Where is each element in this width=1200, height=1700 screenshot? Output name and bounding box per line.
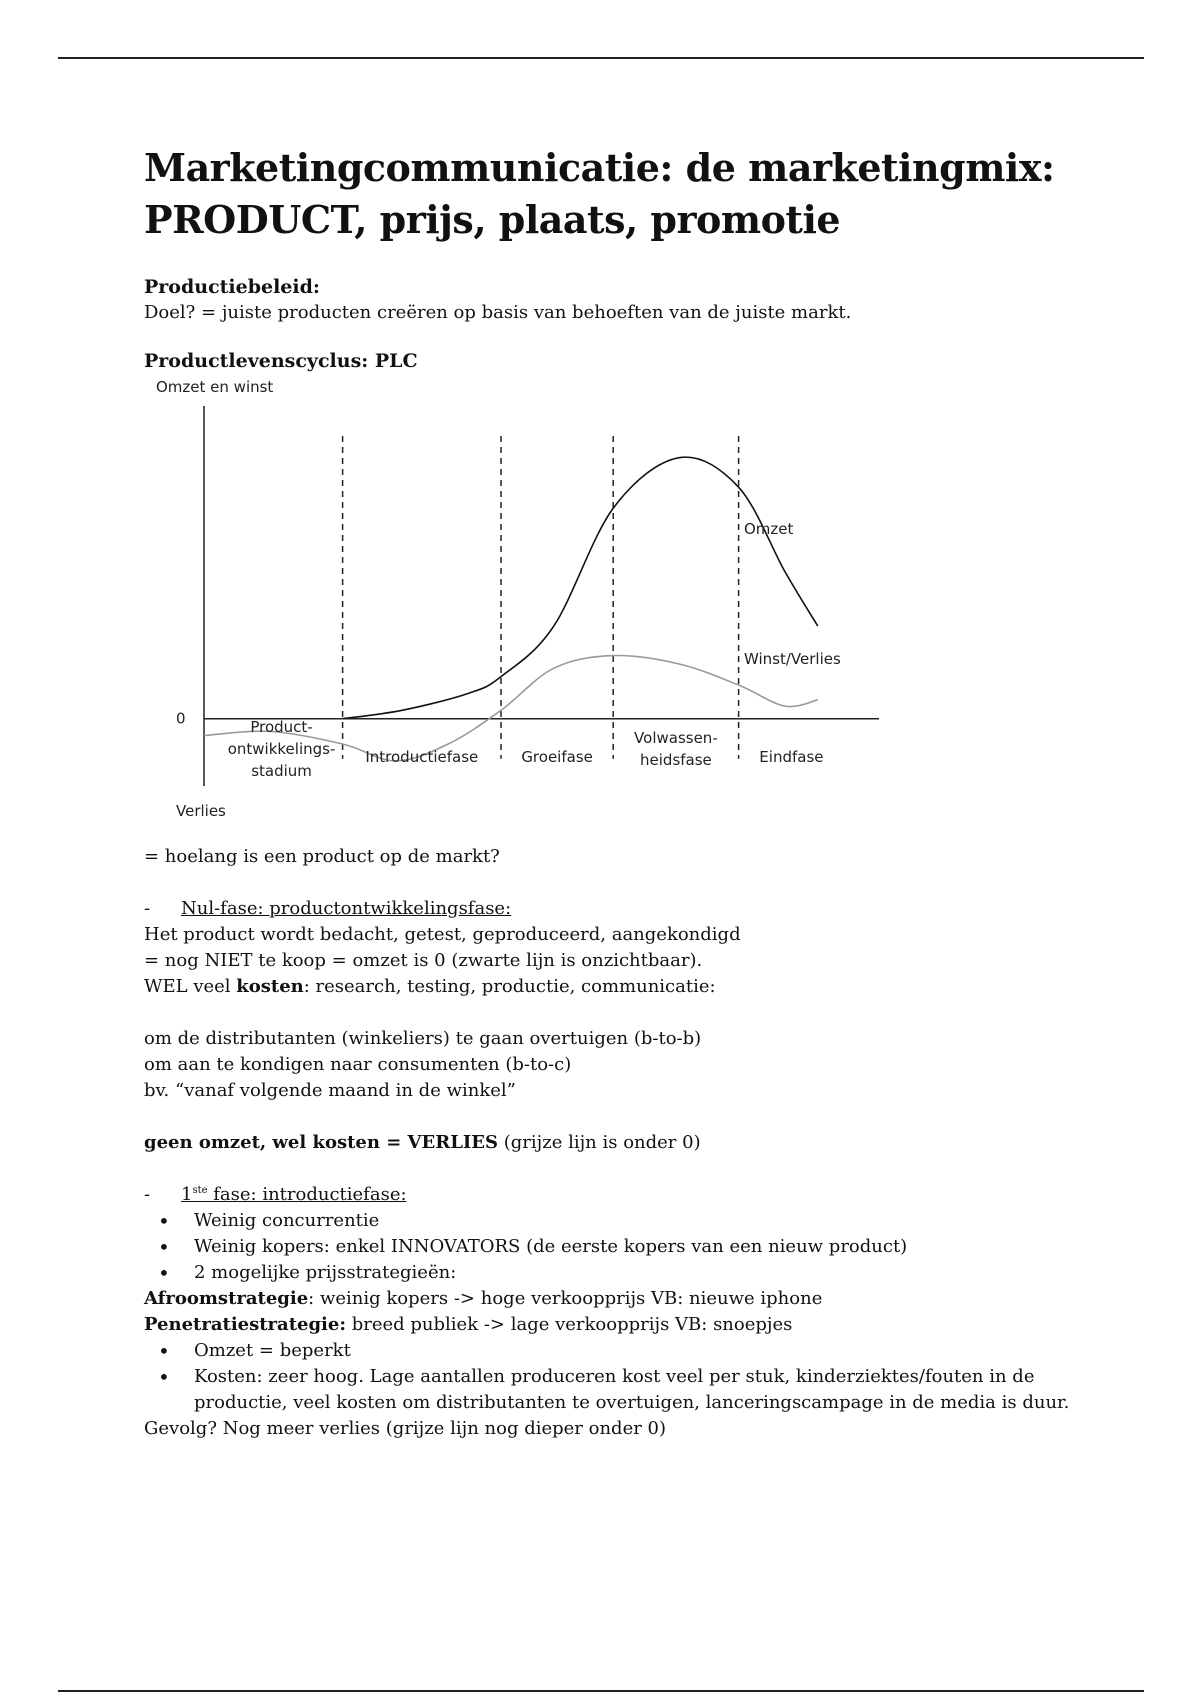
fase1-heading-rest: fase: introductiefase:: [207, 1184, 407, 1205]
penetratiestrategie-text: breed publiek -> lage verkoopprijs VB: snoepjes: [346, 1314, 793, 1335]
nulfase-conclusion: [144, 1130, 1094, 1156]
nulfase-conclusion-rest: (grijze lijn is onder 0): [498, 1132, 701, 1153]
hoelang-line: = hoelang is een product op de markt?: [144, 846, 500, 867]
nulfase-heading-row: [144, 896, 1094, 922]
y-axis-label-bottom: Verlies: [176, 802, 226, 820]
list-item: • Weinig concurrentie: [144, 1208, 1094, 1234]
nulfase-line-2: = nog NIET te koop = omzet is 0 (zwarte lijn is onzichtbaar).: [144, 950, 703, 971]
phase-label: Introductiefase: [365, 748, 479, 766]
list-item: • Weinig kopers: enkel INNOVATORS (de eerste kopers van een nieuw product): [144, 1234, 1094, 1260]
fase1-bullets-a: [144, 1208, 1094, 1286]
fase1-bullets-b: [144, 1338, 1094, 1416]
top-rule: [58, 57, 1144, 59]
afroomstrategie-line: [144, 1286, 1094, 1312]
list-item: • 2 mogelijke prijsstrategieën:: [144, 1260, 1094, 1286]
series-label-winst-verlies: Winst/Verlies: [744, 650, 841, 668]
title-line-1: Marketingcommunicatie: de marketingmix:: [144, 145, 1055, 190]
list-item: • Omzet = beperkt: [144, 1338, 1094, 1364]
bottom-rule: [58, 1690, 1144, 1692]
nulfase-line-3-pre: WEL veel: [144, 976, 237, 997]
nulfase-heading: Nul-fase: productontwikkelingsfase:: [181, 898, 512, 919]
phase-label: Product-: [250, 718, 313, 736]
nulfase-line-1: Het product wordt bedacht, getest, geproduceerd, aangekondigd: [144, 924, 741, 945]
nulfase-line-4: om de distributanten (winkeliers) te gaan overtuigen (b-to-b): [144, 1028, 702, 1049]
nulfase-line-3: [144, 974, 1094, 1000]
series-label-omzet: Omzet: [744, 520, 794, 538]
plc-chart: [134, 374, 914, 844]
gevolg-line: Gevolg? Nog meer verlies (grijze lijn nog dieper onder 0): [144, 1418, 667, 1439]
phase-label: Eindfase: [759, 748, 824, 766]
phase-label: Volwassen-: [634, 729, 718, 747]
plc-chart-svg: [134, 374, 914, 844]
nulfase-line-5: om aan te kondigen naar consumenten (b-to-c): [144, 1054, 572, 1075]
nulfase-line-6: bv. “vanaf volgende maand in de winkel”: [144, 1080, 516, 1101]
y-axis-label-top: Omzet en winst: [156, 378, 274, 396]
y-tick-zero: 0: [176, 709, 186, 728]
afroomstrategie-label: Afroomstrategie: [144, 1288, 309, 1309]
nulfase-conclusion-bold: geen omzet, wel kosten = VERLIES: [144, 1132, 498, 1153]
fase1-heading-sup: ste: [192, 1185, 208, 1196]
penetratiestrategie-line: [144, 1312, 1094, 1338]
phase-label: ontwikkelings-: [227, 740, 336, 758]
nulfase-line-3-post: : research, testing, productie, communicatie:: [303, 976, 716, 997]
list-item: • Kosten: zeer hoog. Lage aantallen produceren kost veel per stuk, kinderziektes/fouten in de productie, veel kosten om distributanten te overtuigen, lanceringscampage in de media is duur.: [144, 1364, 1094, 1416]
series-line-omzet: [343, 457, 818, 719]
productiebeleid-doel: Doel? = juiste producten creëren op basis van behoeften van de juiste markt.: [144, 302, 852, 323]
nulfase-kosten-bold: kosten: [236, 976, 304, 997]
fase1-heading: [181, 1184, 407, 1205]
penetratiestrategie-label: Penetratiestrategie:: [144, 1314, 346, 1335]
title-line-2: PRODUCT, prijs, plaats, promotie: [144, 197, 841, 242]
phase-label: stadium: [251, 762, 312, 780]
fase1-heading-num: 1: [181, 1184, 193, 1205]
phase-label: Groeifase: [521, 748, 593, 766]
plc-heading: Productlevenscyclus: PLC: [144, 350, 418, 372]
fase1-heading-row: [144, 1182, 1094, 1208]
phase-label: heidsfase: [640, 751, 712, 769]
document-body: [144, 142, 1094, 1442]
afroomstrategie-text: : weinig kopers -> hoge verkoopprijs VB: nieuwe iphone: [308, 1288, 823, 1309]
productiebeleid-heading: Productiebeleid:: [144, 276, 320, 298]
page-title: [144, 142, 1094, 246]
